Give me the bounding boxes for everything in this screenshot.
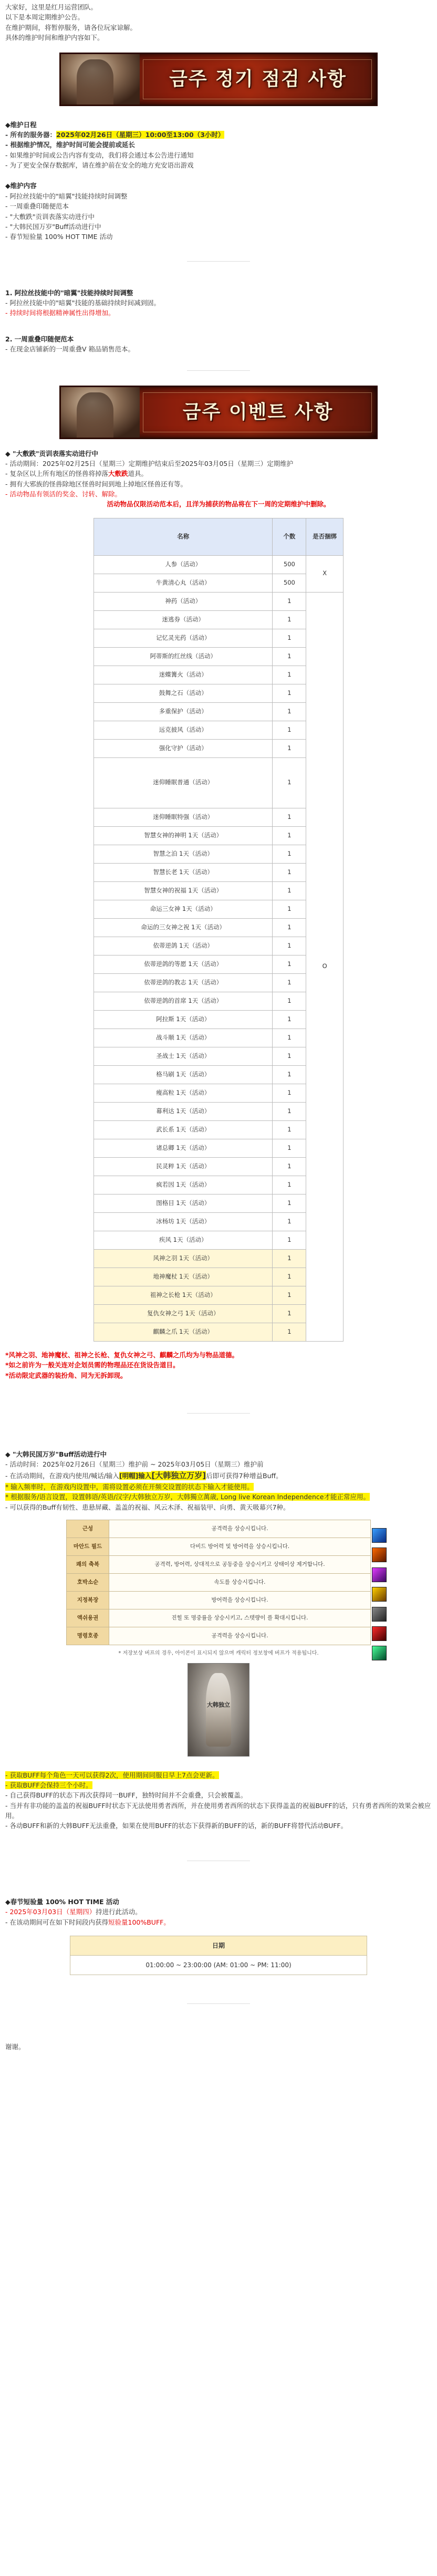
maintenance-banner: [59, 53, 378, 106]
item-count: 1: [273, 1323, 306, 1341]
buff-note: - 自己获得BUFF的状态下再次获得同一BUFF，独特时间并不会重叠，只会被覆盖。: [5, 1791, 247, 1800]
buff-note-highlight: - 获取BUFF每个角色一天可以获得2次，使用期间同服日早上7点会更新。: [5, 1771, 219, 1779]
item-count: 1: [273, 1194, 306, 1212]
table-row: [94, 900, 344, 918]
table-row: [94, 955, 344, 973]
intro-line: 以下是本周定期维护公告。: [5, 13, 85, 22]
item-name: 幕利达 1天（活动）: [94, 1102, 273, 1120]
item-count: 1: [273, 1157, 306, 1176]
item-count: 1: [273, 1268, 306, 1286]
item-name: 智慧长老 1天（活动）: [94, 863, 273, 881]
buff-note: - 各动BUFF和新的大韩BUFF无法重叠，如果在使用BUFF的状态下获得新的BUFF的话，新的BUFF将替代活动BUFF。: [5, 1822, 348, 1830]
item-count: 1: [273, 1084, 306, 1102]
buff-note: - 当并有非功能的盖盖的祝福BUFF时状态下无法使用勇者西所，并在使用勇者西所的状态下获得盖盖的祝福BUFF的话，只有勇者西所的效果会被应用。: [5, 1801, 431, 1820]
buff-desc: 다비드 방어력 및 방어력을 상승시킵니다.: [109, 1538, 371, 1556]
buff-icon: [372, 1547, 387, 1562]
event-line: - 活动期间：2025年02月25日（星期三）定期维护结束后至2025年03月05日（星期三）定期维护: [5, 459, 294, 468]
hot-time-line: - 在该动期间可在如下时间段内获得短验量100%BUFF。: [5, 1918, 170, 1926]
maintenance-content: [5, 181, 432, 242]
header-count: 个数: [273, 518, 306, 555]
table-row: 人参（活动） 500 X: [94, 555, 344, 574]
item-count: 1: [273, 826, 306, 845]
item-name: 格马刷 1天（活动）: [94, 1065, 273, 1084]
item-name: 冰杨坊 1天（活动）: [94, 1212, 273, 1231]
hot-time-title: ◆春节短验量 100% HOT TIME 活动: [5, 1897, 119, 1906]
item-name: 智慧女神的祝福 1天（活动）: [94, 881, 273, 900]
item-count: 1: [273, 900, 306, 918]
item-count: 1: [273, 702, 306, 721]
section-2-title: 2. 一周重叠印随便范本: [5, 335, 74, 343]
item-name: 迷仰睡眠特强（活动）: [94, 808, 273, 826]
item-count: 1: [273, 1120, 306, 1139]
buff-row: [67, 1520, 371, 1538]
buff-icon: [372, 1587, 387, 1602]
item-count: 1: [273, 1047, 306, 1065]
banner-character-image: [61, 387, 140, 438]
schedule-bullet: - 为了更安全保存数据库，请在维护前在安全的地方充安语出游戏: [5, 161, 194, 169]
table-row: [94, 1304, 344, 1323]
buff-row: [67, 1556, 371, 1574]
item-name: 记忆灵光药（活动）: [94, 629, 273, 647]
buff-row: [67, 1538, 371, 1556]
item-count: 1: [273, 863, 306, 881]
item-name: 神药（活动）: [94, 592, 273, 610]
flag-x: X: [306, 555, 344, 592]
event-title: ◆ "大敷跌"贡训表落实动进行中: [5, 449, 98, 458]
item-name: 疾风 1天（活动）: [94, 1231, 273, 1249]
section-2-line: - 在现金店铺新的一周重叠V 箱品销售范本。: [5, 345, 135, 354]
item-name: 复仇女神之弓 1天（活动）: [94, 1304, 273, 1323]
buff-icon: [372, 1626, 387, 1641]
banner-character-image: [61, 54, 140, 105]
table-row: [94, 1120, 344, 1139]
table-row: [94, 826, 344, 845]
item-name: 鼓舞之石（活动）: [94, 684, 273, 702]
buff-desc: 방어력을 상승시킵니다.: [109, 1592, 371, 1609]
section-1-line-red: - 持续时间将根据精神属性出得增加。: [5, 309, 115, 317]
table-row: [94, 863, 344, 881]
item-name: 民灵粹 1天（活动）: [94, 1157, 273, 1176]
table-row: [94, 592, 344, 610]
buff-notes: [5, 1770, 432, 1831]
event-note: *活动限定武器的装扮角、同为无拆卸现。: [5, 1371, 127, 1379]
closing-text: 谢谢。: [5, 2042, 25, 2051]
buff-row: [67, 1609, 371, 1627]
divider: [187, 370, 250, 371]
table-header-row: [94, 518, 344, 555]
table-row: [94, 992, 344, 1010]
divider: [187, 1413, 250, 1414]
item-count: 1: [273, 610, 306, 629]
schedule-title: ◆维护日程: [5, 120, 37, 129]
section-2: [5, 334, 432, 355]
item-count: 1: [273, 918, 306, 937]
buff-desc: 공격력을 상승시킵니다.: [109, 1520, 371, 1538]
content-item: - 阿拉丝技能中的"暗翼"技能持续时间调整: [5, 192, 128, 200]
item-name: 迷逃券（活动）: [94, 610, 273, 629]
buff-name: 명령호종: [67, 1627, 109, 1645]
item-count: 1: [273, 955, 306, 973]
table-row: [94, 1157, 344, 1176]
buff-image-note: * 저장보상 버프의 경우, 아이콘이 표시되지 않으며 캐릭터 정보창에 버프가 적용됩니다.: [118, 1650, 319, 1656]
item-count: 1: [273, 1304, 306, 1323]
hot-time-range: 01:00:00 ~ 23:00:00 (AM: 01:00 ~ PM: 11:00): [70, 1955, 367, 1975]
item-name: 诸总卿 1天（活动）: [94, 1139, 273, 1157]
buff-name: 호박소순: [67, 1574, 109, 1592]
item-count: 1: [273, 1249, 306, 1268]
content-item: - 春节短验量 100% HOT TIME 活动: [5, 233, 113, 241]
intro-line: 大家好，这里是红月运营团队。: [5, 3, 98, 11]
item-count: 1: [273, 592, 306, 610]
table-row: [94, 1010, 344, 1029]
item-count: 1: [273, 992, 306, 1010]
content-item: - "大韩民国万岁"Buff活动进行中: [5, 222, 101, 231]
buff-name: 쾌의 축복: [67, 1556, 109, 1574]
table-row: [94, 1231, 344, 1249]
table-row: [94, 918, 344, 937]
item-name: 智慧之泊 1天（活动）: [94, 845, 273, 863]
hot-time-header: 日期: [70, 1936, 367, 1955]
item-count: 1: [273, 647, 306, 666]
item-name: 迷仰睡眠普通（活动）: [94, 757, 273, 808]
intro-line: 在维护期间，将暂停服务，请各位玩家谅解。: [5, 23, 137, 32]
table-row: [94, 757, 344, 808]
buff-name: 근성: [67, 1520, 109, 1538]
table-row: [94, 610, 344, 629]
item-count: 1: [273, 937, 306, 955]
item-count: 1: [273, 757, 306, 808]
item-count: 1: [273, 881, 306, 900]
item-name: 阿拉斯 1天（活动）: [94, 1010, 273, 1029]
buff-row: [67, 1627, 371, 1645]
event-banner-title: 금주 이벤트 사항: [182, 400, 334, 423]
table-row: [94, 845, 344, 863]
item-count: 1: [273, 1029, 306, 1047]
item-name: 命运的三女神之祝 1天（活动）: [94, 918, 273, 937]
buff-name: 마안드 필드: [67, 1538, 109, 1556]
item-name: 圣战士 1天（活动）: [94, 1047, 273, 1065]
schedule-time: - 所有的服务器：2025年02月26日（星期三）10:00至13:00（3小时）: [5, 130, 225, 139]
table-row: [94, 1139, 344, 1157]
item-name: 强化守护（活动）: [94, 739, 273, 757]
item-count: 1: [273, 1010, 306, 1029]
table-row: [94, 1323, 344, 1341]
buff-line: - 在活动期间，在游戏内使用/喊话/输入[明帽]输入[大韩独立万岁]后即可获得7种增益Buff。: [5, 1470, 283, 1480]
event-items-table: [93, 518, 344, 1342]
buff-desc: 진힐 또 명중률을 상승시키고, 스텟량이 플 확대시킵니다.: [109, 1609, 371, 1627]
buff-desc: 공격력, 방어력, 상대적으로 공동중을 상승시키고 상태이상 제거합니다.: [109, 1556, 371, 1574]
table-row: [94, 1047, 344, 1065]
maintenance-banner-title: 금주 정기 점검 사항: [169, 67, 347, 90]
item-count: 1: [273, 739, 306, 757]
hot-time-table: [70, 1936, 367, 1975]
table-row: [94, 1102, 344, 1120]
table-row: [94, 1194, 344, 1212]
buff-icon: [372, 1607, 387, 1622]
item-name: 多重保护（活动）: [94, 702, 273, 721]
buff-line: - 可以获得的Buff有韧性、患悬屏藏、盖盖的祝福、风云木泽、祝福装甲、向勇、黄天吸幕兴7种。: [5, 1503, 290, 1511]
item-name: 依蒂逆鸽的首席 1天（活动）: [94, 992, 273, 1010]
item-name: 远克披风（活动）: [94, 721, 273, 739]
item-name: 祖神之长枪 1天（活动）: [94, 1286, 273, 1304]
hot-time-line: - 2025年03月03日（星期四）持进行此活动。: [5, 1908, 142, 1916]
divider: [187, 261, 250, 262]
table-row: [94, 629, 344, 647]
item-count: 1: [273, 684, 306, 702]
table-row: [94, 666, 344, 684]
item-name: 命运三女神 1天（活动）: [94, 900, 273, 918]
maintenance-schedule: [5, 120, 432, 171]
table-row: [94, 1249, 344, 1268]
table-row: [94, 647, 344, 666]
table-row: [94, 684, 344, 702]
table-row: [94, 721, 344, 739]
table-row: [94, 937, 344, 955]
item-name: 迷蝶篝火（活动）: [94, 666, 273, 684]
buff-row: [67, 1592, 371, 1609]
section-1-line: - 阿拉丝技能中的"暗翼"技能的基础持续时间减到固。: [5, 299, 160, 307]
table-row: [94, 1029, 344, 1047]
buff-icon: [372, 1528, 387, 1543]
item-name: 依蒂逆鸽的等愿 1天（活动）: [94, 955, 273, 973]
buff-line: * 根据服务/语言设置，设置韩语/英语/汉字/大韩独立万岁，大韩獨立萬歳, Long live Korean Independence才能正常应用。: [5, 1493, 370, 1501]
table-row: [94, 1084, 344, 1102]
buff-name: 지정복장: [67, 1592, 109, 1609]
character-image-label: 大韩独立: [207, 1701, 230, 1708]
item-name: 地神魔杖 1天（活动）: [94, 1268, 273, 1286]
item-count: 1: [273, 629, 306, 647]
buff-note-highlight: - 获取BUFF会保持三个小时。: [5, 1781, 92, 1789]
intro-line: 具体的维护时间和维护内容如下。: [5, 34, 104, 42]
buff-table-wrap: [50, 1520, 387, 1645]
event-line-red: - 活动物品有领活的奖金、讨转、解除。: [5, 490, 121, 498]
event-note: *如之前许为一般关连对企划员需的物理品还在货设告道目。: [5, 1361, 180, 1369]
item-name: 图格目 1天（活动）: [94, 1194, 273, 1212]
content-title: ◆维护内容: [5, 182, 37, 190]
item-name: 阿蒂斯的红丝线（活动）: [94, 647, 273, 666]
hot-time-section: [5, 1897, 432, 1975]
item-name: 瘦高粒 1天（活动）: [94, 1084, 273, 1102]
buff-icon: [372, 1567, 387, 1582]
item-count: 1: [273, 1102, 306, 1120]
buff-line: - 活动时间：2025年02月26日（星期三）维护前 ~ 2025年03月05日（星期三）维护前: [5, 1460, 264, 1469]
item-name: 麒麟之爪 1天（活动）: [94, 1323, 273, 1341]
item-count: 1: [273, 1176, 306, 1194]
event-line: - 复杂区以上所有地区的怪兽将掉落大敷跌道具。: [5, 470, 148, 478]
table-row: [94, 1176, 344, 1194]
content-item: - "大敷跌"贡训表落实动进行中: [5, 212, 95, 221]
buff-name: 액쉬용권: [67, 1609, 109, 1627]
header-flag: 是否捆绑: [306, 518, 344, 555]
item-name: 依蒂逆鸽的教志 1天（活动）: [94, 973, 273, 992]
table-row: [94, 739, 344, 757]
buff-icon: [372, 1646, 387, 1660]
flag-o: O: [306, 592, 344, 1341]
schedule-note: - 根据维护情况，维护时间可能会提前或延长: [5, 141, 136, 149]
buff-table: [66, 1520, 371, 1645]
table-row: 牛黄清心丸（活动） 500: [94, 574, 344, 592]
table-row: [94, 973, 344, 992]
schedule-time-value: 2025年02月26日（星期三）10:00至13:00（3小时）: [56, 130, 225, 139]
section-1: [5, 288, 432, 318]
table-row: [94, 808, 344, 826]
character-buff-image: [188, 1663, 249, 1757]
divider: [187, 2003, 250, 2004]
table-row: [94, 1268, 344, 1286]
section-1-title: 1. 阿拉丝技能中的"暗翼"技能持续时间调整: [5, 288, 133, 297]
item-name: 武长系 1天（活动）: [94, 1120, 273, 1139]
item-count: 1: [273, 973, 306, 992]
table-row: [94, 1065, 344, 1084]
buff-icons: [372, 1527, 388, 1665]
table-row: [94, 881, 344, 900]
buff-line: * 输入频率时，在游戏内设置中，需将设置必须在开频交设置的状态下输入才能使用。: [5, 1482, 254, 1491]
event-warning: 活动物品仅限活动范本后，且洋为捕获的物品将在下一周的定期维护中删除。: [107, 500, 330, 508]
item-count: 1: [273, 1212, 306, 1231]
item-count: 1: [273, 1139, 306, 1157]
event-section: [5, 449, 432, 510]
table-row: [94, 1212, 344, 1231]
table-row: [94, 1286, 344, 1304]
buff-row: [67, 1574, 371, 1592]
item-count: 1: [273, 808, 306, 826]
buff-title: ◆ "大韩民国万岁"Buff活动进行中: [5, 1450, 107, 1458]
buff-section: [5, 1449, 432, 1512]
header-name: 名称: [94, 518, 273, 555]
item-count: 1: [273, 1231, 306, 1249]
item-name: 疯若因 1天（活动）: [94, 1176, 273, 1194]
schedule-bullet: - 如果维护时间或公告内容有变动，我们将会通过本公告进行通知: [5, 151, 194, 159]
item-count: 1: [273, 845, 306, 863]
buff-desc: 공격력을 상승시킵니다.: [109, 1627, 371, 1645]
buff-desc: 속도를 상승시킵니다.: [109, 1574, 371, 1592]
item-count: 1: [273, 1286, 306, 1304]
event-notes: [5, 1350, 432, 1380]
item-count: 1: [273, 666, 306, 684]
item-name: 风神之羽 1天（活动）: [94, 1249, 273, 1268]
item-count: 1: [273, 1065, 306, 1084]
item-name: 智慧女神的神明 1天（活动）: [94, 826, 273, 845]
intro: [5, 2, 432, 43]
item-name: 依蒂逆鸽 1天（活动）: [94, 937, 273, 955]
content-item: - 一周重叠印随便范本: [5, 202, 69, 211]
event-banner: [59, 386, 378, 439]
item-count: 1: [273, 721, 306, 739]
event-line: - 拥有大邪族的怪兽除地区怪兽时间到地上掉地区怪兽还有等。: [5, 480, 187, 488]
table-row: [94, 702, 344, 721]
item-name: 战斗顺 1天（活动）: [94, 1029, 273, 1047]
event-note: *风神之羽、地神魔杖、祖神之长枪、复仇女神之弓、麒麟之爪均为与物品道德。: [5, 1351, 239, 1359]
